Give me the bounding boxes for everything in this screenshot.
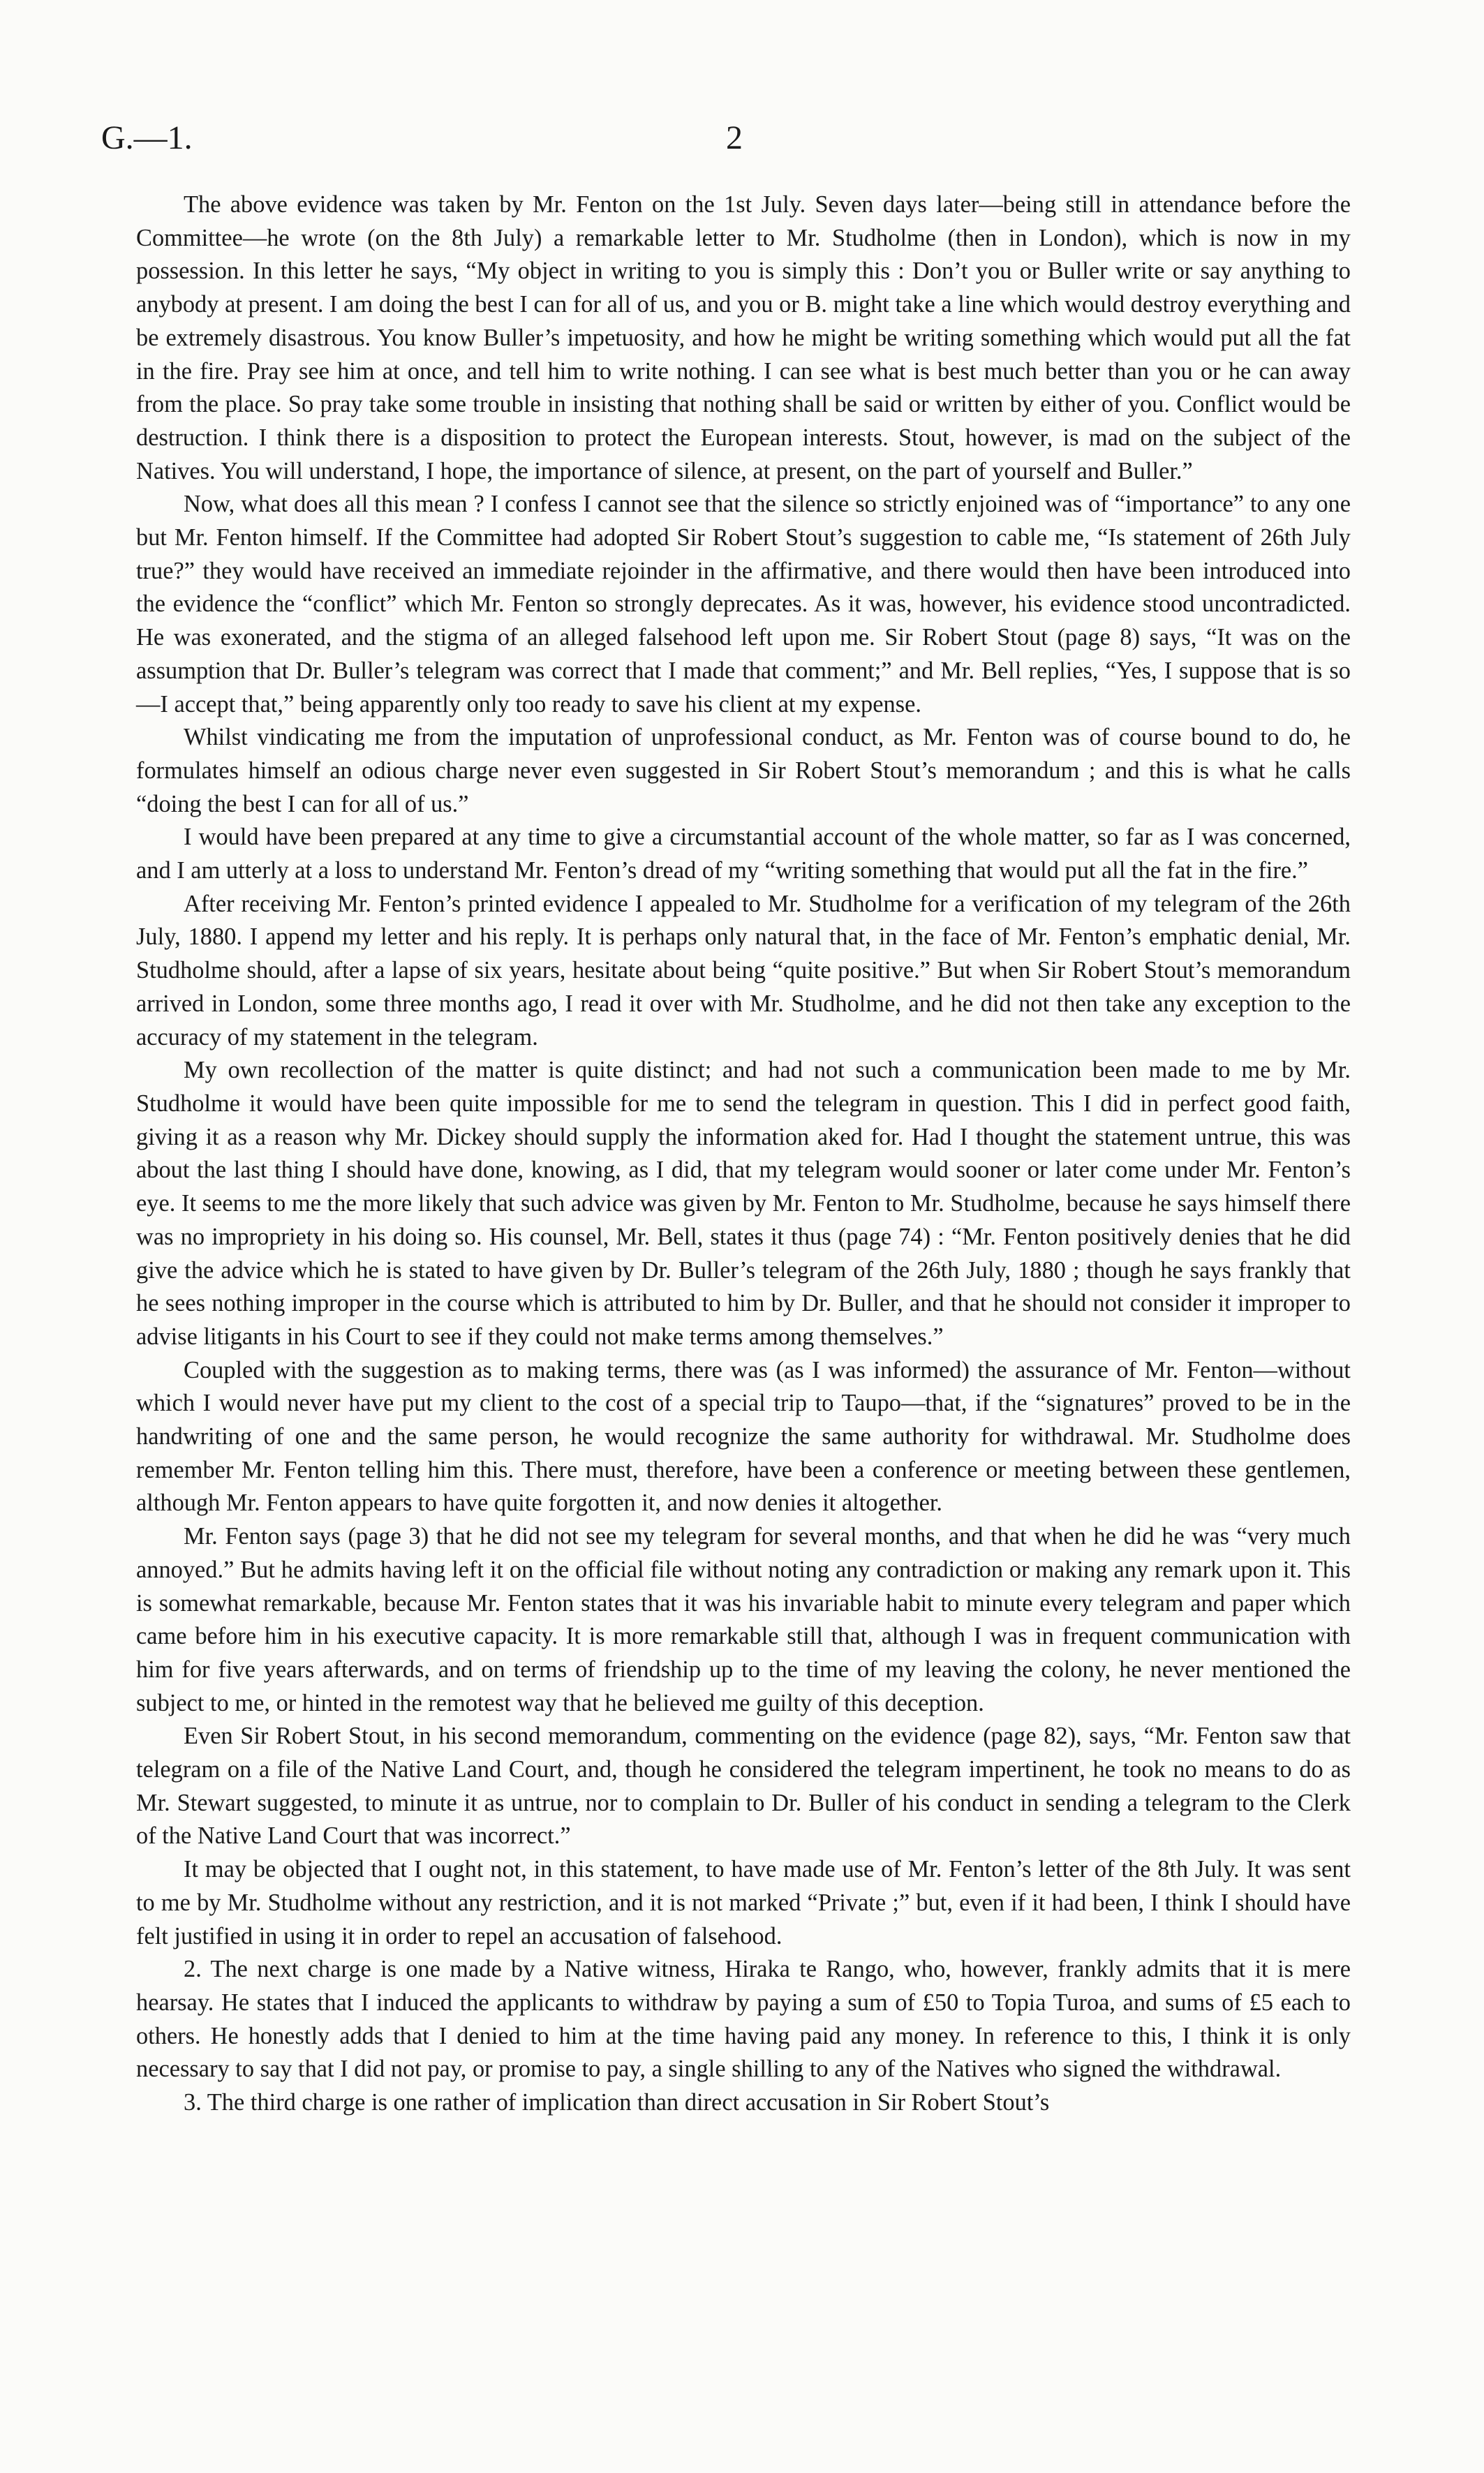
paper-reference: G.—1. [101, 119, 193, 156]
paragraph: 2. The next charge is one made by a Native witness, Hiraka te Rango, who, however, frankly admits that it is mere hearsay. He states that I induced the applicants to withdraw by paying a sum of £50 to Topia Turoa, and sums of £5 each to others. He honestly adds that I denied to him at the time having paid any money. In reference to this, I think it is only necessary to say that I did not pay, or promise to pay, a single shilling to any of the Natives who signed the withdrawal. [136, 1956, 1351, 2083]
page-header [0, 117, 1484, 166]
paragraph: My own recollection of the matter is quite distinct; and had not such a communication been made to me by Mr. Studholme it would have been quite impossible for me to send the telegram in question. This I did in perfect good faith, giving it as a reason why Mr. Dickey should supply the information aked for. Had I thought the statement untrue, this was about the last thing I should have done, knowing, as I did, that my telegram would sooner or later come under Mr. Fenton’s eye. It seems to me the more likely that such advice was given by Mr. Fenton to Mr. Studholme, because he says himself there was no impropriety in his doing so. His counsel, Mr. Bell, states it thus (page 74) : “Mr. Fenton positively denies that he did give the advice which he is stated to have given by Dr. Buller’s telegram of the 26th July, 1880 ; though he says frankly that he sees nothing improper in the course which is attributed to him by Dr. Buller, and that he should not consider it improper to advise litigants in his Court to see if they could not make terms among themselves.” [136, 1057, 1351, 1350]
page-number: 2 [726, 119, 743, 156]
paragraph: After receiving Mr. Fenton’s printed evidence I appealed to Mr. Studholme for a verification of my telegram of the 26th July, 1880. I append my letter and his reply. It is perhaps only natural that, in the face of Mr. Fenton’s emphatic denial, Mr. Studholme should, after a lapse of six years, hesitate about being “quite positive.” But when Sir Robert Stout’s memorandum arrived in London, some three months ago, I read it over with Mr. Studholme, and he did not then take any exception to the accuracy of my statement in the telegram. [136, 890, 1351, 1050]
paragraph: It may be objected that I ought not, in this statement, to have made use of Mr. Fenton’s letter of the 8th July. It was sent to me by Mr. Studholme without any restriction, and it is not marked “Private ;” but, even if it had been, I think I should have felt justified in using it in order to repel an accusation of falsehood. [136, 1856, 1351, 1950]
paragraph: Whilst vindicating me from the imputation of unprofessional conduct, as Mr. Fenton was of course bound to do, he formulates himself an odious charge never even suggested in Sir Robert Stout’s memorandum ; and this is what he calls “doing the best I can for all of us.” [136, 724, 1351, 817]
paragraph: Even Sir Robert Stout, in his second memorandum, commenting on the evidence (page 82), says, “Mr. Fenton saw that telegram on a file of the Native Land Court, and, though he considered the telegram impertinent, he took no means to do as Mr. Stewart suggested, to minute it as untrue, nor to complain to Dr. Buller of his conduct in sending a telegram to the Clerk of the Native Land Court that was incorrect.” [136, 1723, 1351, 1850]
paragraph: The above evidence was taken by Mr. Fenton on the 1st July. Seven days later—being still in attendance before the Committee—he wrote (on the 8th July) a remarkable letter to Mr. Studholme (then in London), which is now in my possession. In this letter he says, “My object in writing to you is simply this : Don’t you or Buller write or say anything to anybody at present. I am doing the best I can for all of us, and you or B. might take a line which would destroy everything and be extremely disastrous. You know Buller’s impetuosity, and how he might be writing something which would put all the fat in the fire. Pray see him at once, and tell him to write nothing. I can see what is best much better than you or he can away from the place. So pray take some trouble in insisting that nothing shall be said or written by either of you. Conflict would be destruction. I think there is a disposition to protect the European interests. Stout, however, is mad on the subject of the Natives. You will understand, I hope, the importance of silence, at present, on the part of yourself and Buller.” [136, 191, 1351, 484]
body-text [136, 188, 1351, 2120]
paragraph: Mr. Fenton says (page 3) that he did not see my telegram for several months, and that when he did he was “very much annoyed.” But he admits having left it on the official file without noting any contradiction or making any remark upon it. This is somewhat remarkable, because Mr. Fenton states that it was his invariable habit to minute every telegram and paper which came before him in his executive capacity. It is more remarkable still that, although I was in frequent communication with him for five years afterwards, and on terms of friendship up to the time of my leaving the colony, he never mentioned the subject to me, or hinted in the remotest way that he believed me guilty of this deception. [136, 1523, 1351, 1716]
paragraph: Coupled with the suggestion as to making terms, there was (as I was informed) the assurance of Mr. Fenton—without which I would never have put my client to the cost of a special trip to Taupo—that, if the “signatures” proved to be in the handwriting of one and the same person, he would recognize the same authority for withdrawal. Mr. Studholme does remember Mr. Fenton telling him this. There must, therefore, have been a conference or meeting between these gentlemen, although Mr. Fenton appears to have quite forgotten it, and now denies it altogether. [136, 1356, 1351, 1517]
paragraph: I would have been prepared at any time to give a circumstantial account of the whole matter, so far as I was concerned, and I am utterly at a loss to understand Mr. Fenton’s dread of my “writing something that would put all the fat in the fire.” [136, 824, 1351, 884]
paragraph: Now, what does all this mean ? I confess I cannot see that the silence so strictly enjoined was of “importance” to any one but Mr. Fenton himself. If the Committee had adopted Sir Robert Stout’s suggestion to cable me, “Is statement of 26th July true?” they would have received an immediate rejoinder in the affirmative, and there would then have been introduced into the evidence the “conflict” which Mr. Fenton so strongly deprecates. As it was, however, his evidence stood uncontradicted. He was exonerated, and the stigma of an alleged falsehood left upon me. Sir Robert Stout (page 8) says, “It was on the assumption that Dr. Buller’s telegram was correct that I made that comment;” and Mr. Bell replies, “Yes, I suppose that is so —I accept that,” being apparently only too ready to save his client at my expense. [136, 491, 1351, 718]
paragraph: 3. The third charge is one rather of implication than direct accusation in Sir Robert Stout’s [184, 2089, 1050, 2116]
